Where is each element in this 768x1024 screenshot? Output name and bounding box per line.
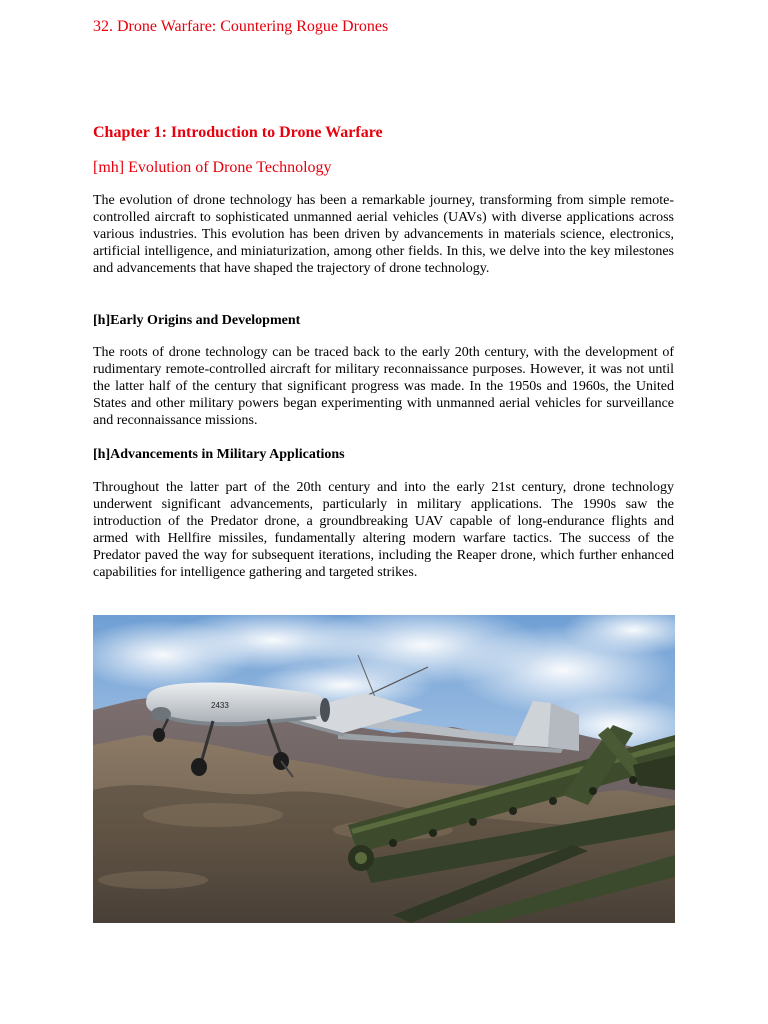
paragraph-early-origins: The roots of drone technology can be traced back to the early 20th century, with the development of rudimentary remote-controlled aircraft for military reconnaissance purposes. However, it was not until the latter half of the century that significant progress was made. In the 1950s and 1960s, the United States and other military powers began experimenting with unmanned aerial vehicles for surveillance and reconnaissance missions. (93, 345, 674, 428)
intro-paragraph: The evolution of drone technology has been a remarkable journey, transforming from simple remote-controlled aircraft to sophisticated unmanned aerial vehicles (UAVs) with diverse applications across various industries. This evolution has been driven by advancements in materials science, electronics, artificial intelligence, and miniaturization, among other fields. In this, we delve into the key milestones and advancements that have shaped the trajectory of drone technology. (93, 193, 674, 276)
paragraph-military-applications: Throughout the latter part of the 20th century and into the early 21st century, drone technology underwent significant advancements, particularly in military applications. The 1990s saw the introduction of the Predator drone, a groundbreaking UAV capable of long-endurance flights and armed with Hellfire missiles, fundamentally altering modern warfare tactics. The success of the Predator paved the way for subsequent iterations, including the Reaper drone, which further enhanced capabilities for intelligence gathering and targeted strikes. (93, 480, 674, 580)
running-header: 32. Drone Warfare: Countering Rogue Drones (93, 18, 389, 35)
drone-photo-graphic (93, 615, 675, 923)
section-heading: [mh] Evolution of Drone Technology (93, 159, 332, 176)
subheading-military-applications: [h]Advancements in Military Applications (93, 447, 345, 462)
drone-photo (93, 615, 675, 923)
chapter-title: Chapter 1: Introduction to Drone Warfare (93, 124, 383, 141)
subheading-early-origins: [h]Early Origins and Development (93, 313, 301, 328)
aircraft-marking: 2433 (211, 701, 229, 710)
